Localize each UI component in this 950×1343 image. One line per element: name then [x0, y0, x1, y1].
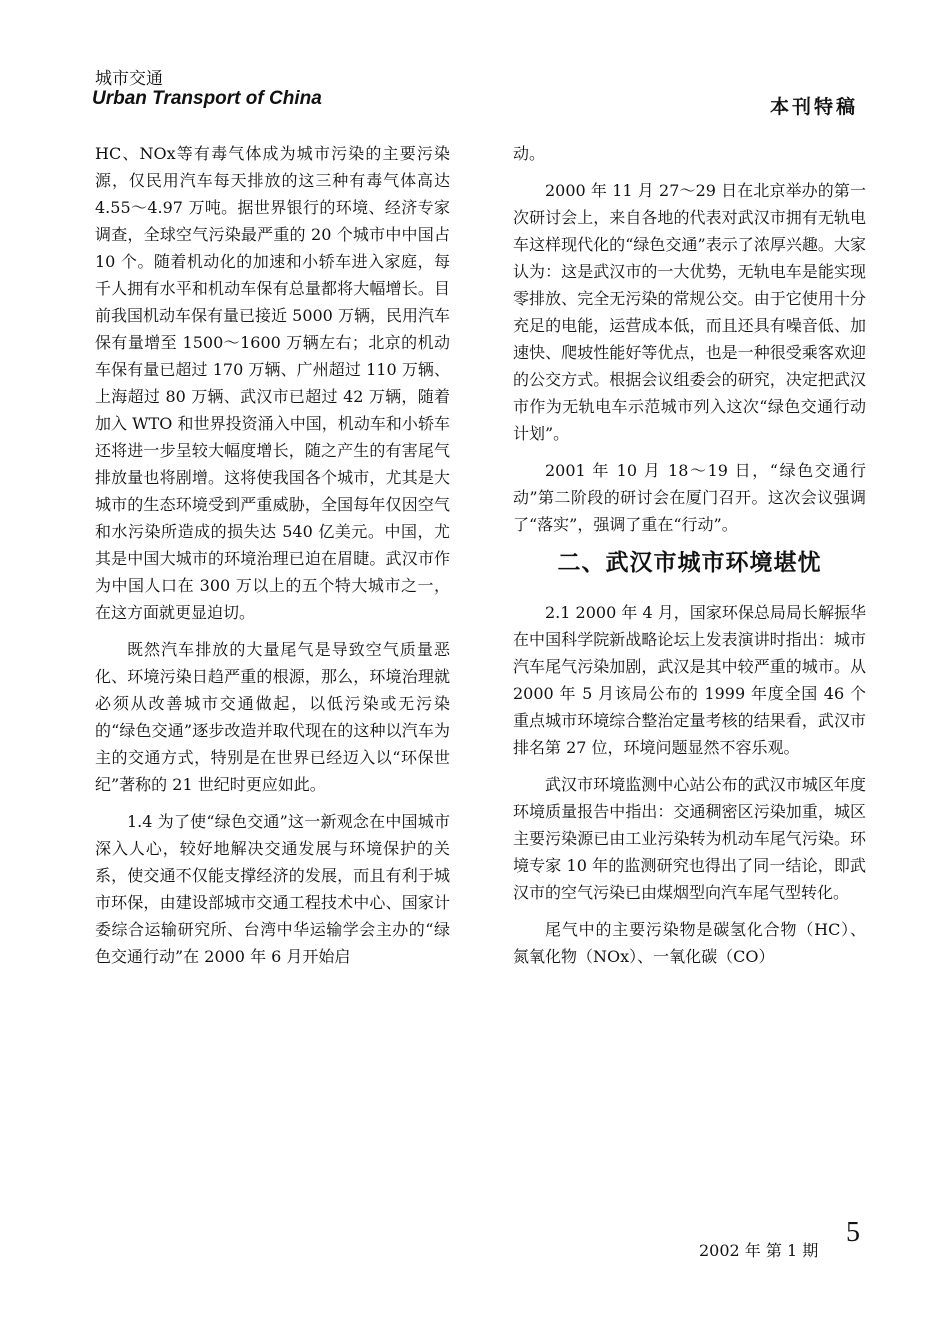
- paragraph: 1.4 为了使“绿色交通”这一新观念在中国城市深入人心，较好地解决交通发展与环境保护的关系，使交通不仅能支撑经济的发展，而且有利于城市环保，由建设部城市交通工程技术中心、国家计委综合运输研究所、台湾中华运输学会主办的“绿色交通行动”在 2000 年 6 月开始启: [95, 812, 450, 966]
- paragraph: 武汉市环境监测中心站公布的武汉市城区年度环境质量报告中指出：交通稠密区污染加重，城区主要污染源已由工业污染转为机动车尾气污染。环境专家 10 年的监测研究也得出了同一结论，即武汉市的空气污染已由煤烟型向汽车尾气型转化。: [513, 775, 866, 902]
- paragraph: 尾气中的主要污染物是碳氢化合物（HC）、氮氧化物（NOx）、一氧化碳（CO）: [513, 920, 866, 966]
- paragraph: 既然汽车排放的大量尾气是导致空气质量恶化、环境污染日趋严重的根源，那么，环境治理就必须从改善城市交通做起，以低污染或无污染的“绿色交通”逐步改造并取代现在的这种以汽车为主的交通方式，特别是在世界已经迈入以“环保世纪”著称的 21 世纪时更应如此。: [95, 640, 450, 794]
- journal-title-cn: 城市交通: [95, 69, 163, 89]
- page-number: 5: [846, 1217, 860, 1248]
- paragraph: 动。: [513, 144, 546, 163]
- left-column: [95, 140, 450, 980]
- paragraph: 2001 年 10 月 18～19 日，“绿色交通行动”第二阶段的研讨会在厦门召开。这次会议强调了“落实”，强调了重在“行动”。: [513, 461, 866, 534]
- paragraph: HC、NOx等有毒气体成为城市污染的主要污染源，仅民用汽车每天排放的这三种有毒气体高达 4.55～4.97 万吨。据世界银行的环境、经济专家调查，全球空气污染最严重的 20 个城市中中国占 10 个。随着机动化的加速和小轿车进入家庭，每千人拥有水平和机动车保有总量都将大幅增长。目前我国机动车保有量已接近 5000 万辆，民用汽车保有量增至 1500～1600 万辆左右；北京的机动车保有量已超过 170 万辆、广州超过 110 万辆、上海超过 80 万辆、武汉市已超过 42 万辆，随着加入 WTO 和世界投资涌入中国，机动车和小轿车还将进一步呈较大幅度增长，随之产生的有害尾气排放量也将剧增。这将使我国各个城市，尤其是大城市的生态环境受到严重威胁，全国每年仅因空气和水污染所造成的损失达 540 亿美元。中国，尤其是中国大城市的环境治理已迫在眉睫。武汉市作为中国人口在 300 万以上的五个特大城市之一，在这方面就更显迫切。: [95, 144, 450, 622]
- section-heading: 二、武汉市城市环境堪忧: [557, 550, 822, 576]
- section-label: 本刊特稿: [769, 96, 858, 118]
- journal-title-en: Urban Transport of China: [92, 88, 322, 109]
- right-column: [513, 140, 866, 980]
- paragraph: 2.1 2000 年 4 月，国家环保总局局长解振华在中国科学院新战略论坛上发表演讲时指出：城市汽车尾气污染加剧，武汉是其中较严重的城市。从 2000 年 5 月该局公布的 1999 年度全国 46 个重点城市环境综合整治定量考核的结果看，武汉市排名第 27 位，环境问题显然不容乐观。: [513, 603, 866, 757]
- issue-label: 2002 年 第 1 期: [699, 1241, 819, 1260]
- paragraph: 2000 年 11 月 27～29 日在北京举办的第一次研讨会上，来自各地的代表对武汉市拥有无轨电车这样现代化的“绿色交通”表示了浓厚兴趣。大家认为：这是武汉市的一大优势，无轨电车是能实现零排放、完全无污染的常规公交。由于它使用十分充足的电能，运营成本低，而且还具有噪音低、加速快、爬坡性能好等优点，也是一种很受乘客欢迎的公交方式。根据会议组委会的研究，决定把武汉市作为无轨电车示范城市列入这次“绿色交通行动计划”。: [513, 181, 866, 443]
